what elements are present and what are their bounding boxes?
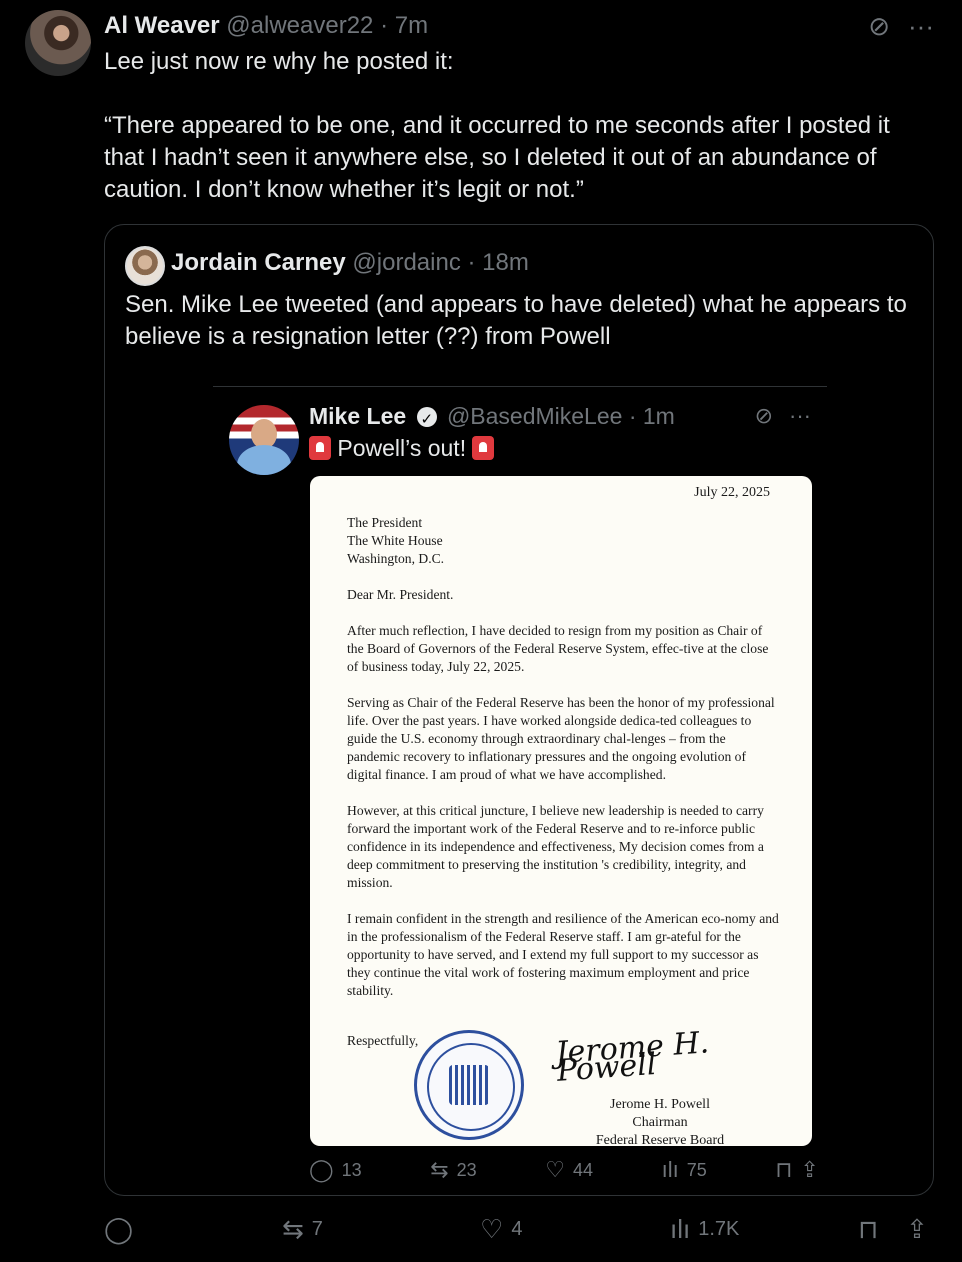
embed-text-value: Powell’s out! — [337, 435, 467, 461]
letter-address: The President The White House Washington, D.C. — [347, 515, 445, 566]
post-top-actions — [868, 12, 934, 40]
siren-icon — [472, 436, 494, 460]
letter-closing: Respectfully, — [347, 1033, 419, 1048]
embed-avatar — [229, 405, 299, 475]
views-button[interactable] — [670, 1214, 739, 1245]
post-action-bar — [104, 1214, 936, 1250]
repost-icon: ⇆ — [282, 1214, 304, 1244]
letter-signature: Jerome H. Powell — [554, 1025, 711, 1089]
like-count: 4 — [511, 1218, 523, 1240]
repost-icon: ⇆ — [430, 1157, 449, 1182]
grok-icon[interactable]: ⊘ — [868, 11, 891, 41]
share-icon: ⇪ — [906, 1214, 928, 1244]
embed-like — [545, 1157, 593, 1183]
view-count: 1.7K — [698, 1218, 740, 1240]
embed-bookmark-share — [775, 1157, 819, 1183]
like-icon: ♡ — [480, 1214, 504, 1244]
embed-repost — [430, 1157, 476, 1183]
embedded-screenshot[interactable] — [213, 386, 827, 1182]
letter-paragraph-2: Serving as Chair of the Federal Reserve has been the honor of my professional life. Over the past years. I have worked alongside dedica-ted colleagues to guide the U.S. economy through extraordinary chal-lenges – from the pandemic recovery to inflationary pressures and the ongoing evolution of digital finance. I am proud of what we have accomplished. — [347, 695, 779, 782]
letter-date: July 22, 2025 — [694, 485, 770, 500]
reply-icon: ◯ — [104, 1214, 134, 1244]
embed-top-actions — [755, 403, 811, 429]
embed-view-count: 75 — [686, 1159, 707, 1180]
more-icon[interactable]: ··· — [908, 11, 934, 41]
embed-repost-count: 23 — [456, 1159, 477, 1180]
post-header — [104, 10, 428, 42]
bookmark-icon: ⊓ — [858, 1214, 879, 1244]
embed-author-name: Mike Lee — [309, 403, 407, 429]
share-icon: ⇪ — [800, 1157, 819, 1182]
views-icon: ılı — [661, 1157, 679, 1182]
quote-avatar[interactable] — [125, 246, 165, 286]
quote-header — [171, 247, 529, 279]
reply-icon: ◯ — [309, 1157, 334, 1182]
post-time[interactable]: · 7m — [380, 12, 429, 39]
letter-paragraph-1: After much reflection, I have decided to resign from my position as Chair of the Board of Governors of the Federal Reserve System, effec-tive at the close of business today, July 22, 2025. — [347, 623, 772, 674]
letter-body — [347, 514, 783, 1018]
quote-time: · 18m — [467, 249, 529, 276]
post-text: Lee just now re why he posted it: “There appeared to be one, and it occurred to me seconds after I posted it that I hadn’t seen it anywhere else, so I deleted it out of an abundance of caution. I don’t know whether it’s legit or not.” — [104, 48, 890, 203]
letter-signer: Jerome H. Powell Chairman Federal Reserve Board — [595, 1097, 725, 1146]
views-icon: ılı — [670, 1214, 691, 1244]
post-author-handle[interactable]: @alweaver22 — [226, 12, 374, 39]
quote-text: Sen. Mike Lee tweeted (and appears to have deleted) what he appears to believe is a resignation letter (??) from Powell — [125, 291, 907, 350]
bookmark-icon: ⊓ — [775, 1157, 793, 1182]
letter-salutation: Dear Mr. President. — [347, 587, 454, 602]
resignation-letter — [310, 476, 812, 1146]
embed-author-handle: @BasedMikeLee — [446, 403, 623, 429]
quote-author-name: Jordain Carney — [171, 249, 346, 276]
embed-header — [309, 401, 675, 431]
siren-icon — [309, 436, 331, 460]
like-button[interactable] — [480, 1214, 522, 1245]
repost-count: 7 — [311, 1218, 323, 1240]
embed-time: · 1m — [628, 403, 675, 429]
federal-reserve-seal-icon — [414, 1030, 524, 1140]
grok-icon: ⊘ — [754, 403, 774, 428]
embed-like-count: 44 — [573, 1159, 594, 1180]
like-icon: ♡ — [545, 1157, 566, 1182]
more-icon: ··· — [789, 403, 811, 428]
repost-button[interactable] — [282, 1214, 323, 1245]
quote-author-handle: @jordainc — [352, 249, 461, 276]
post-author-name[interactable]: Al Weaver — [104, 12, 220, 39]
share-button[interactable] — [906, 1214, 928, 1245]
bookmark-button[interactable] — [858, 1214, 878, 1245]
verified-icon — [417, 407, 437, 427]
quoted-post[interactable] — [104, 224, 934, 1196]
embed-reply — [309, 1157, 362, 1183]
embed-reply-count: 13 — [341, 1159, 362, 1180]
embed-text — [309, 433, 494, 463]
post-avatar[interactable] — [25, 10, 91, 76]
embed-views — [662, 1157, 707, 1183]
letter-paragraph-3: However, at this critical juncture, I believe new leadership is needed to carry forward the important work of the Federal Reserve and to re-inforce public confidence in its independence and effectiveness, My decision comes from a deep commitment to preserving the institution 's credibility, integrity, and mission. — [347, 803, 768, 890]
reply-button[interactable] — [104, 1214, 133, 1245]
embed-action-bar — [309, 1157, 819, 1183]
letter-paragraph-4: I remain confident in the strength and resilience of the American eco-nomy and in the professionalism of the Federal Reserve staff. I am gr-ateful for the opportunity to have served, and I extend my full support to my successor as they continue the vital work of fostering maximum employment and price stability. — [347, 911, 783, 998]
